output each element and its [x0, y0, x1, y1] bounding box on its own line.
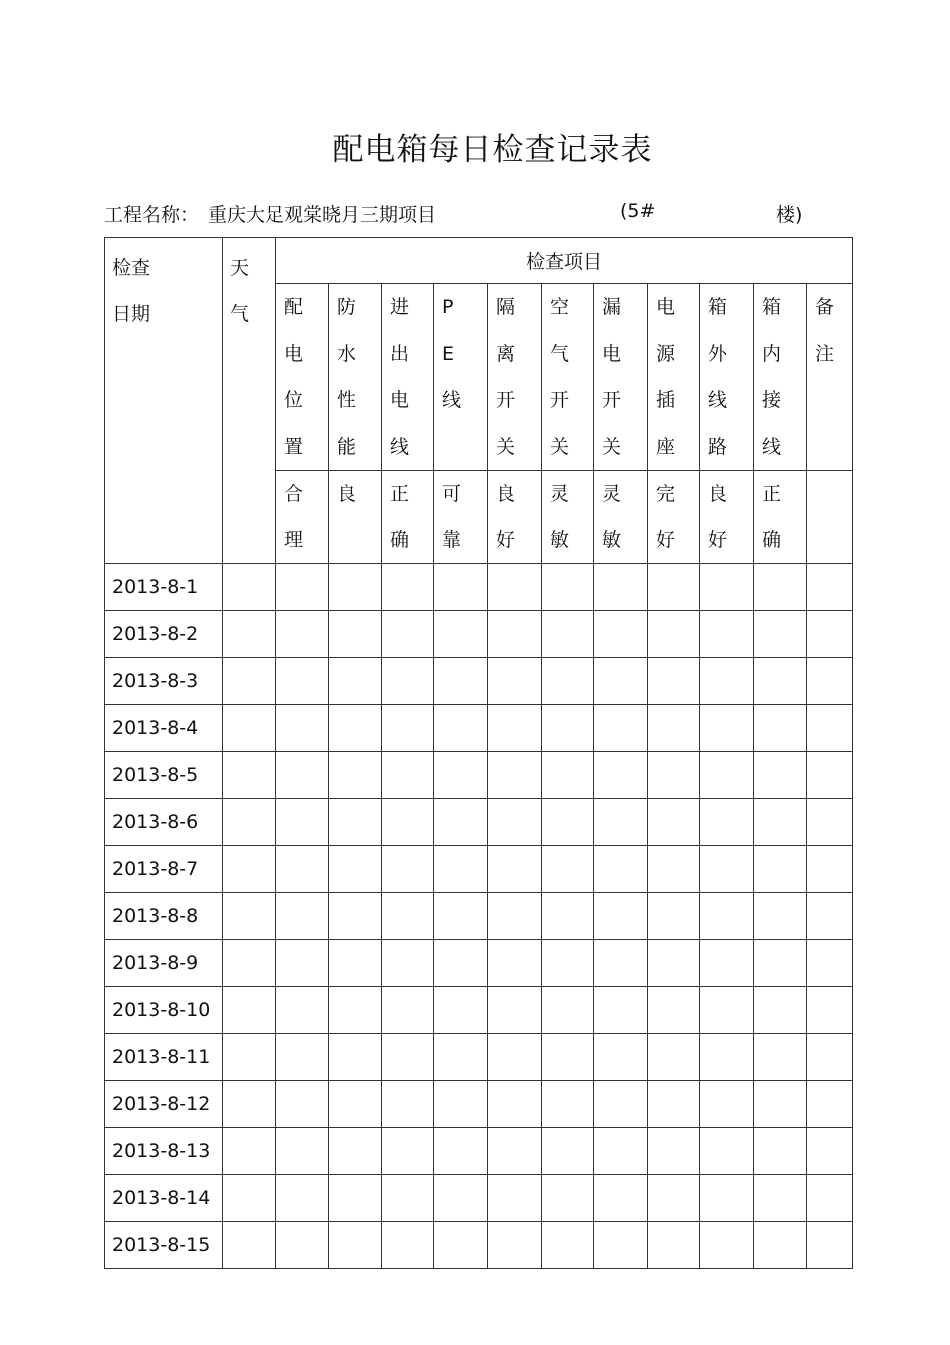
date-cell: 2013-8-3 — [105, 658, 223, 705]
entry-cell[interactable] — [223, 987, 276, 1034]
entry-cell[interactable] — [329, 1222, 382, 1269]
entry-cell[interactable] — [223, 752, 276, 799]
item-criterion-5: 灵敏 — [542, 471, 594, 564]
entry-cell[interactable] — [754, 893, 807, 940]
entry-cell[interactable] — [754, 940, 807, 987]
entry-cell[interactable] — [434, 1128, 488, 1175]
entry-cell[interactable] — [488, 1175, 542, 1222]
entry-cell[interactable] — [648, 1034, 700, 1081]
item-header-4: 隔离开关 — [488, 284, 542, 471]
entry-cell[interactable] — [488, 1128, 542, 1175]
entry-cell[interactable] — [329, 1081, 382, 1128]
entry-cell[interactable] — [542, 893, 594, 940]
entry-cell[interactable] — [700, 1081, 754, 1128]
table-row — [105, 705, 853, 752]
entry-cell[interactable] — [807, 893, 853, 940]
entry-cell[interactable] — [594, 987, 648, 1034]
page-title: 配电箱每日检查记录表 — [332, 132, 653, 168]
date-cell: 2013-8-8 — [105, 893, 223, 940]
entry-cell[interactable] — [700, 658, 754, 705]
entry-cell[interactable] — [434, 752, 488, 799]
entry-cell[interactable] — [648, 611, 700, 658]
entry-cell[interactable] — [594, 1081, 648, 1128]
item-criterion-7: 完好 — [648, 471, 700, 564]
item-criterion-9: 正确 — [754, 471, 807, 564]
date-cell: 2013-8-5 — [105, 752, 223, 799]
date-cell: 2013-8-2 — [105, 611, 223, 658]
entry-cell[interactable] — [434, 658, 488, 705]
entry-cell[interactable] — [594, 846, 648, 893]
entry-cell[interactable] — [700, 752, 754, 799]
entry-cell[interactable] — [700, 799, 754, 846]
item-header-9: 箱内接线 — [754, 284, 807, 471]
entry-cell[interactable] — [329, 705, 382, 752]
item-criterion-10 — [807, 471, 853, 564]
entry-cell[interactable] — [807, 611, 853, 658]
table-row — [105, 893, 853, 940]
entry-cell[interactable] — [754, 1175, 807, 1222]
entry-cell[interactable] — [594, 940, 648, 987]
entry-cell[interactable] — [276, 1175, 329, 1222]
entry-cell[interactable] — [488, 893, 542, 940]
entry-cell[interactable] — [382, 1034, 434, 1081]
entry-cell[interactable] — [648, 1081, 700, 1128]
project-label: 工程名称： — [104, 204, 200, 226]
entry-cell[interactable] — [594, 564, 648, 611]
item-criterion-3: 可靠 — [434, 471, 488, 564]
entry-cell[interactable] — [594, 1034, 648, 1081]
entry-cell[interactable] — [276, 940, 329, 987]
entry-cell[interactable] — [542, 1128, 594, 1175]
entry-cell[interactable] — [276, 893, 329, 940]
item-header-1: 防水性能 — [329, 284, 382, 471]
item-header-0: 配电位置 — [276, 284, 329, 471]
date-cell: 2013-8-4 — [105, 705, 223, 752]
entry-cell[interactable] — [542, 987, 594, 1034]
entry-cell[interactable] — [434, 564, 488, 611]
entry-cell[interactable] — [807, 846, 853, 893]
entry-cell[interactable] — [276, 799, 329, 846]
entry-cell[interactable] — [594, 1175, 648, 1222]
item-header-7: 电源插座 — [648, 284, 700, 471]
table-row — [105, 752, 853, 799]
entry-cell[interactable] — [542, 1222, 594, 1269]
entry-cell[interactable] — [329, 846, 382, 893]
entry-cell[interactable] — [807, 1175, 853, 1222]
entry-cell[interactable] — [594, 1128, 648, 1175]
entry-cell[interactable] — [648, 1222, 700, 1269]
entry-cell[interactable] — [276, 1081, 329, 1128]
entry-cell[interactable] — [329, 611, 382, 658]
entry-cell[interactable] — [223, 893, 276, 940]
entry-cell[interactable] — [700, 846, 754, 893]
entry-cell[interactable] — [594, 705, 648, 752]
date-cell: 2013-8-12 — [105, 1081, 223, 1128]
entry-cell[interactable] — [542, 1034, 594, 1081]
entry-cell[interactable] — [594, 799, 648, 846]
entry-cell[interactable] — [329, 752, 382, 799]
item-criterion-2: 正确 — [382, 471, 434, 564]
entry-cell[interactable] — [329, 987, 382, 1034]
entry-cell[interactable] — [488, 611, 542, 658]
entry-cell[interactable] — [754, 799, 807, 846]
date-cell: 2013-8-7 — [105, 846, 223, 893]
entry-cell[interactable] — [542, 611, 594, 658]
date-cell: 2013-8-15 — [105, 1222, 223, 1269]
entry-cell[interactable] — [542, 705, 594, 752]
entry-cell[interactable] — [542, 658, 594, 705]
entry-cell[interactable] — [276, 987, 329, 1034]
entry-cell[interactable] — [329, 1034, 382, 1081]
item-criterion-0: 合理 — [276, 471, 329, 564]
table-row — [105, 987, 853, 1034]
project-name: 重庆大足观棠晓月三期项目 — [208, 204, 437, 226]
item-criterion-4: 良好 — [488, 471, 542, 564]
entry-cell[interactable] — [382, 1081, 434, 1128]
entry-cell[interactable] — [276, 1222, 329, 1269]
item-header-6: 漏电开关 — [594, 284, 648, 471]
entry-cell[interactable] — [754, 1081, 807, 1128]
entry-cell[interactable] — [754, 1128, 807, 1175]
entry-cell[interactable] — [488, 1081, 542, 1128]
date-cell: 2013-8-11 — [105, 1034, 223, 1081]
table-row — [105, 1222, 853, 1269]
date-cell: 2013-8-14 — [105, 1175, 223, 1222]
entry-cell[interactable] — [542, 752, 594, 799]
entry-cell[interactable] — [754, 1034, 807, 1081]
entry-cell[interactable] — [488, 846, 542, 893]
entry-cell[interactable] — [754, 1222, 807, 1269]
entry-cell[interactable] — [276, 611, 329, 658]
table-row — [105, 658, 853, 705]
item-criterion-8: 良好 — [700, 471, 754, 564]
entry-cell[interactable] — [223, 1175, 276, 1222]
date-cell: 2013-8-1 — [105, 564, 223, 611]
entry-cell[interactable] — [542, 940, 594, 987]
entry-cell[interactable] — [382, 705, 434, 752]
entry-cell[interactable] — [648, 564, 700, 611]
entry-cell[interactable] — [382, 940, 434, 987]
entry-cell[interactable] — [382, 1222, 434, 1269]
entry-cell[interactable] — [223, 1222, 276, 1269]
date-cell: 2013-8-9 — [105, 940, 223, 987]
entry-cell[interactable] — [276, 564, 329, 611]
entry-cell[interactable] — [807, 658, 853, 705]
building-suffix: 楼) — [776, 204, 803, 226]
date-cell: 2013-8-6 — [105, 799, 223, 846]
entry-cell[interactable] — [223, 611, 276, 658]
entry-cell[interactable] — [807, 705, 853, 752]
entry-cell[interactable] — [329, 799, 382, 846]
entry-cell[interactable] — [276, 1128, 329, 1175]
entry-cell[interactable] — [700, 705, 754, 752]
entry-cell[interactable] — [648, 846, 700, 893]
entry-cell[interactable] — [807, 752, 853, 799]
item-header-3: PE线 — [434, 284, 488, 471]
entry-cell[interactable] — [594, 893, 648, 940]
entry-cell[interactable] — [700, 564, 754, 611]
entry-cell[interactable] — [594, 658, 648, 705]
entry-cell[interactable] — [329, 1128, 382, 1175]
entry-cell[interactable] — [434, 846, 488, 893]
entry-cell[interactable] — [382, 987, 434, 1034]
entry-cell[interactable] — [434, 1222, 488, 1269]
entry-cell[interactable] — [754, 705, 807, 752]
entry-cell[interactable] — [700, 1222, 754, 1269]
entry-cell[interactable] — [754, 611, 807, 658]
entry-cell[interactable] — [700, 987, 754, 1034]
entry-cell[interactable] — [807, 940, 853, 987]
entry-cell[interactable] — [700, 940, 754, 987]
entry-cell[interactable] — [594, 611, 648, 658]
table-row — [105, 1034, 853, 1081]
date-cell: 2013-8-10 — [105, 987, 223, 1034]
entry-cell[interactable] — [223, 1128, 276, 1175]
entry-cell[interactable] — [223, 658, 276, 705]
entry-cell[interactable] — [700, 893, 754, 940]
inspection-items-header: 检查项目 — [276, 238, 853, 284]
entry-cell[interactable] — [648, 987, 700, 1034]
table-row — [105, 799, 853, 846]
entry-cell[interactable] — [488, 799, 542, 846]
entry-cell[interactable] — [276, 658, 329, 705]
weather-header: 天 气 — [223, 238, 276, 564]
entry-cell[interactable] — [329, 564, 382, 611]
entry-cell[interactable] — [488, 705, 542, 752]
table-row — [105, 1128, 853, 1175]
entry-cell[interactable] — [648, 940, 700, 987]
entry-cell[interactable] — [488, 987, 542, 1034]
entry-cell[interactable] — [276, 752, 329, 799]
entry-cell[interactable] — [648, 752, 700, 799]
entry-cell[interactable] — [382, 658, 434, 705]
entry-cell[interactable] — [648, 658, 700, 705]
entry-cell[interactable] — [754, 846, 807, 893]
entry-cell[interactable] — [754, 987, 807, 1034]
item-header-2: 进出电线 — [382, 284, 434, 471]
entry-cell[interactable] — [223, 705, 276, 752]
entry-cell[interactable] — [434, 799, 488, 846]
table-row — [105, 611, 853, 658]
date-cell: 2013-8-13 — [105, 1128, 223, 1175]
entry-cell[interactable] — [223, 940, 276, 987]
entry-cell[interactable] — [434, 611, 488, 658]
entry-cell[interactable] — [434, 1175, 488, 1222]
entry-cell[interactable] — [807, 564, 853, 611]
entry-cell[interactable] — [382, 893, 434, 940]
entry-cell[interactable] — [754, 564, 807, 611]
entry-cell[interactable] — [648, 1175, 700, 1222]
table-row — [105, 1175, 853, 1222]
entry-cell[interactable] — [700, 611, 754, 658]
inspection-table — [104, 237, 853, 1269]
entry-cell[interactable] — [648, 1128, 700, 1175]
entry-cell[interactable] — [807, 1128, 853, 1175]
entry-cell[interactable] — [276, 1034, 329, 1081]
entry-cell[interactable] — [382, 752, 434, 799]
item-header-10: 备注 — [807, 284, 853, 471]
entry-cell[interactable] — [700, 1128, 754, 1175]
entry-cell[interactable] — [434, 705, 488, 752]
item-header-5: 空气开关 — [542, 284, 594, 471]
entry-cell[interactable] — [434, 987, 488, 1034]
table-row — [105, 846, 853, 893]
entry-cell[interactable] — [807, 1034, 853, 1081]
entry-cell[interactable] — [223, 1034, 276, 1081]
entry-cell[interactable] — [382, 799, 434, 846]
entry-cell[interactable] — [754, 752, 807, 799]
entry-cell[interactable] — [276, 846, 329, 893]
item-criterion-1: 良 — [329, 471, 382, 564]
entry-cell[interactable] — [434, 1034, 488, 1081]
entry-cell[interactable] — [329, 658, 382, 705]
entry-cell[interactable] — [382, 564, 434, 611]
entry-cell[interactable] — [434, 1081, 488, 1128]
date-header: 检查 日期 — [105, 238, 223, 564]
table-row — [105, 940, 853, 987]
entry-cell[interactable] — [648, 705, 700, 752]
table-row — [105, 564, 853, 611]
entry-cell[interactable] — [542, 564, 594, 611]
entry-cell[interactable] — [488, 564, 542, 611]
entry-cell[interactable] — [382, 1175, 434, 1222]
entry-cell[interactable] — [488, 658, 542, 705]
entry-cell[interactable] — [594, 752, 648, 799]
entry-cell[interactable] — [700, 1175, 754, 1222]
entry-cell[interactable] — [807, 987, 853, 1034]
entry-cell[interactable] — [329, 940, 382, 987]
entry-cell[interactable] — [223, 846, 276, 893]
entry-cell[interactable] — [223, 1081, 276, 1128]
entry-cell[interactable] — [276, 705, 329, 752]
table-row — [105, 1081, 853, 1128]
entry-cell[interactable] — [700, 1034, 754, 1081]
entry-cell[interactable] — [488, 940, 542, 987]
entry-cell[interactable] — [807, 1222, 853, 1269]
item-criterion-6: 灵敏 — [594, 471, 648, 564]
entry-cell[interactable] — [382, 846, 434, 893]
entry-cell[interactable] — [223, 564, 276, 611]
entry-cell[interactable] — [807, 1081, 853, 1128]
entry-cell[interactable] — [542, 1175, 594, 1222]
entry-cell[interactable] — [807, 799, 853, 846]
building-number: (5# — [620, 200, 656, 222]
entry-cell[interactable] — [754, 658, 807, 705]
entry-cell[interactable] — [648, 799, 700, 846]
entry-cell[interactable] — [434, 940, 488, 987]
entry-cell[interactable] — [488, 752, 542, 799]
entry-cell[interactable] — [488, 1222, 542, 1269]
entry-cell[interactable] — [382, 611, 434, 658]
entry-cell[interactable] — [434, 893, 488, 940]
entry-cell[interactable] — [223, 799, 276, 846]
entry-cell[interactable] — [329, 1175, 382, 1222]
entry-cell[interactable] — [648, 893, 700, 940]
entry-cell[interactable] — [542, 846, 594, 893]
entry-cell[interactable] — [329, 893, 382, 940]
entry-cell[interactable] — [542, 799, 594, 846]
entry-cell[interactable] — [542, 1081, 594, 1128]
entry-cell[interactable] — [594, 1222, 648, 1269]
entry-cell[interactable] — [382, 1128, 434, 1175]
entry-cell[interactable] — [488, 1034, 542, 1081]
item-header-8: 箱外线路 — [700, 284, 754, 471]
